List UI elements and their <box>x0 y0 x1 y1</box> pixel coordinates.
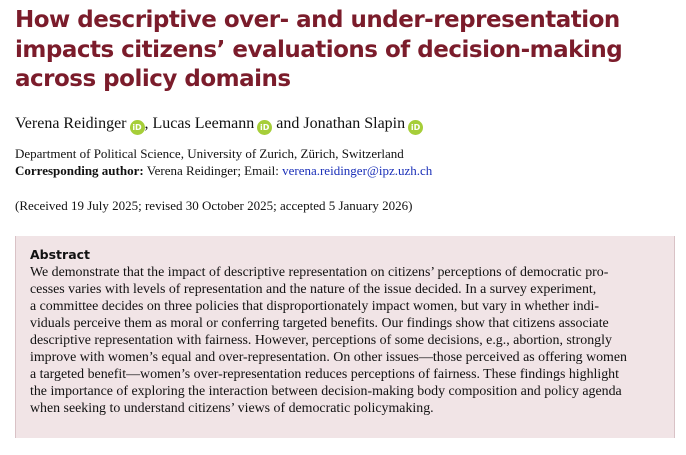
abstract-line: descriptive representation with fairness. However, perceptions of some decisions, e.g., abortion, strongly <box>30 333 612 348</box>
abstract-line: the importance of exploring the interaction between decision-making body composition and policy agenda <box>30 384 622 399</box>
author-name[interactable]: Lucas Leemann <box>152 115 255 132</box>
paper-title: How descriptive over- and under-representation impacts citizens’ evaluations of decision-making across policy domains <box>15 7 623 92</box>
abstract-box <box>15 236 675 438</box>
email-link[interactable]: verena.reidinger@ipz.uzh.ch <box>282 163 433 178</box>
affiliation: Department of Political Science, University of Zurich, Zürich, Switzerland <box>15 146 404 161</box>
corresponding-label: Corresponding author: <box>15 163 144 178</box>
abstract-line: a committee decides on three policies that disproportionately impact women, but vary in whether indi- <box>30 299 599 314</box>
abstract-line: a targeted benefit—women’s over-representation reduces perceptions of fairness. These findings highlight <box>30 367 619 382</box>
abstract-line: We demonstrate that the impact of descriptive representation on citizens’ perceptions of democratic pro- <box>30 265 609 280</box>
affiliation-block <box>15 145 432 179</box>
author-name[interactable]: Verena Reidinger <box>15 115 127 132</box>
author-separator: , <box>144 115 153 132</box>
abstract-line: cesses varies with levels of representation and the nature of the issue decided. In a survey experiment, <box>30 282 597 297</box>
corresponding-text: Verena Reidinger; Email: <box>143 163 283 178</box>
abstract-line: improve with women’s equal and over-representation. On other issues—those perceived as offering women <box>30 350 627 365</box>
corresponding-author <box>15 162 432 179</box>
abstract-heading: Abstract <box>30 247 91 262</box>
orcid-icon[interactable]: iD <box>257 120 272 135</box>
author-separator: and <box>272 115 304 132</box>
author-name[interactable]: Jonathan Slapin <box>303 115 406 132</box>
orcid-icon[interactable]: iD <box>408 120 423 135</box>
abstract-line: viduals perceive them as moral or conferring targeted benefits. Our findings show that citizens associate <box>30 316 609 331</box>
abstract-line: when seeking to understand citizens’ views of democratic policymaking. <box>30 401 434 416</box>
orcid-icon[interactable]: iD <box>130 120 145 135</box>
submission-history: (Received 19 July 2025; revised 30 October 2025; accepted 5 January 2026) <box>15 198 413 213</box>
author-list <box>15 114 423 135</box>
